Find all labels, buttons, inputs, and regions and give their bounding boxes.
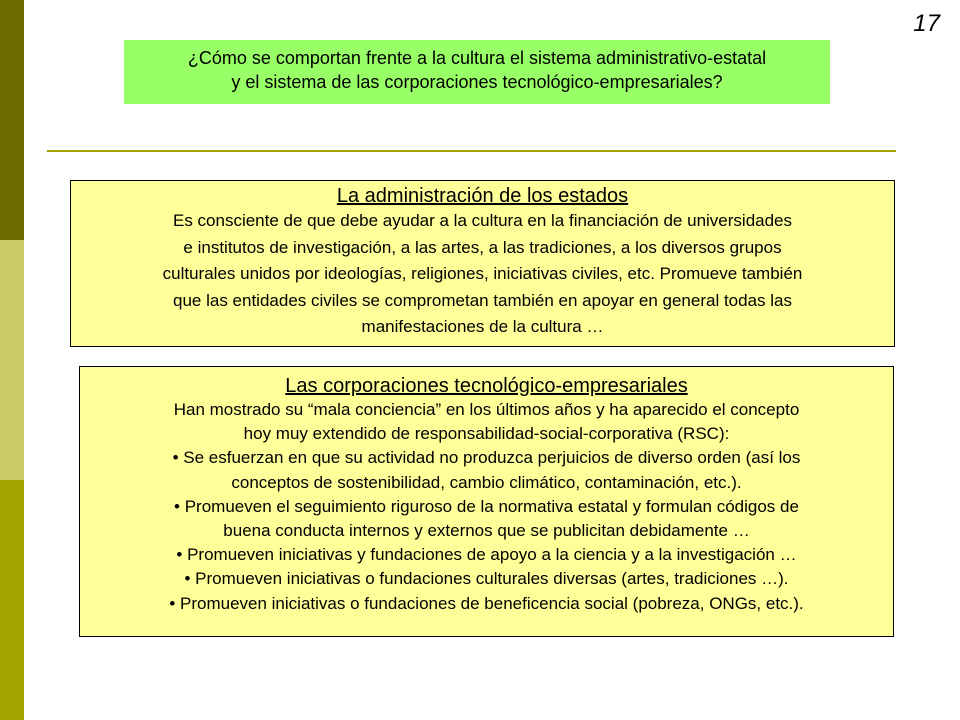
sidebar-band-middle xyxy=(0,240,24,480)
administration-line: e institutos de investigación, a las artes, a las tradiciones, a los diversos grupos xyxy=(183,237,782,257)
corporations-panel xyxy=(79,366,894,637)
sidebar-band-top xyxy=(0,0,24,240)
corporations-bullet-line: • Se esfuerzan en que su actividad no produzca perjuicios de diverso orden (así los xyxy=(172,448,801,468)
administration-line: culturales unidos por ideologías, religiones, iniciativas civiles, etc. Promueve también xyxy=(162,264,803,283)
corporations-line: buena conducta internos y externos que se publicitan debidamente … xyxy=(223,521,750,541)
question-line: ¿Cómo se comportan frente a la cultura el sistema administrativo-estatal xyxy=(187,48,767,68)
question-box xyxy=(124,40,830,104)
corporations-line: hoy muy extendido de responsabilidad-social-corporativa (RSC): xyxy=(243,424,730,444)
question-line: y el sistema de las corporaciones tecnológico-empresariales? xyxy=(231,72,723,92)
administration-line: que las entidades civiles se comprometan también en apoyar en general todas las xyxy=(173,290,792,310)
corporations-bullet-line: • Promueven iniciativas o fundaciones de beneficencia social (pobreza, ONGs, etc.). xyxy=(169,593,804,613)
corporations-bullet-line: • Promueven iniciativas y fundaciones de apoyo a la ciencia y a la investigación … xyxy=(176,545,797,565)
corporations-bullet-line: • Promueven el seguimiento riguroso de la normativa estatal y formulan códigos de xyxy=(174,496,799,516)
administration-panel xyxy=(70,180,895,347)
administration-body xyxy=(71,208,894,341)
corporations-body xyxy=(80,398,893,616)
corporations-bullet-line: • Promueven iniciativas o fundaciones culturales diversas (artes, tradiciones …). xyxy=(184,569,789,589)
administration-line: Es consciente de que debe ayudar a la cultura en la financiación de universidades xyxy=(172,211,793,230)
sidebar-band-bottom xyxy=(0,480,24,720)
corporations-title: Las corporaciones tecnológico-empresariales xyxy=(285,375,688,397)
corporations-line: Han mostrado su “mala conciencia” en los últimos años y ha aparecido el concepto xyxy=(173,400,800,419)
administration-title: La administración de los estados xyxy=(336,185,629,207)
corporations-line: conceptos de sostenibilidad, cambio climático, contaminación, etc.). xyxy=(231,472,742,492)
divider-line xyxy=(47,150,896,152)
administration-line: manifestaciones de la cultura … xyxy=(361,317,604,336)
slide-number: 17 xyxy=(913,10,940,37)
